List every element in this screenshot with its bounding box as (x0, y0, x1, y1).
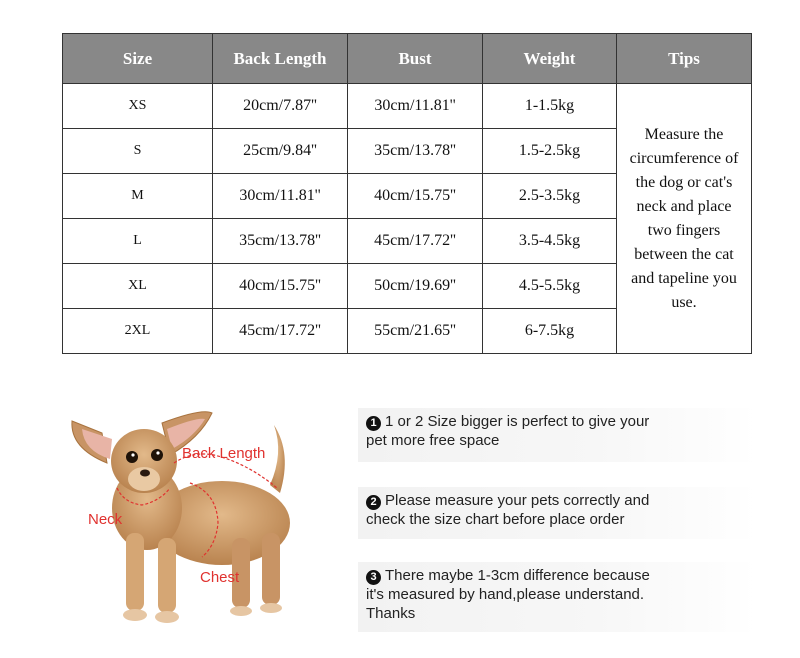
bust-cell: 45cm/17.72'' (348, 219, 483, 264)
weight-cell: 1.5-2.5kg (483, 129, 617, 174)
back-length-cell: 35cm/13.78'' (213, 219, 348, 264)
tips-line: neck and place (636, 197, 732, 215)
tips-line: two fingers (647, 221, 721, 239)
table-header-row (63, 34, 752, 84)
header-weight: Weight (483, 34, 617, 84)
bust-cell: 35cm/13.78'' (348, 129, 483, 174)
tips-line: use. (671, 293, 697, 311)
size-cell: XS (63, 84, 213, 129)
note-difference (358, 562, 757, 632)
size-cell: 2XL (63, 309, 213, 354)
dog-measurement-illustration (62, 393, 332, 633)
header-size: Size (63, 34, 213, 84)
header-tips: Tips (617, 34, 752, 84)
tips-line: circumference of (629, 149, 739, 167)
note-line: pet more free space (366, 432, 500, 449)
tips-line: Measure the (644, 125, 724, 143)
size-chart-table (62, 33, 752, 354)
note-line: it's measured by hand,please understand. (366, 586, 645, 603)
bust-cell: 30cm/11.81'' (348, 84, 483, 129)
back-length-cell: 30cm/11.81'' (213, 174, 348, 219)
header-bust: Bust (348, 34, 483, 84)
weight-cell: 6-7.5kg (483, 309, 617, 354)
note-size-bigger (358, 408, 757, 462)
back-length-cell: 25cm/9.84'' (213, 129, 348, 174)
note-line: check the size chart before place order (366, 511, 625, 528)
header-back-length: Back Length (213, 34, 348, 84)
note-line: Thanks (366, 605, 416, 622)
size-cell: M (63, 174, 213, 219)
number-badge: 3 (366, 570, 381, 585)
note-measure-correctly (358, 487, 757, 539)
tips-cell (617, 84, 752, 354)
note-line: Please measure your pets correctly and (385, 492, 650, 509)
bust-cell: 50cm/19.69'' (348, 264, 483, 309)
bust-cell: 55cm/21.65'' (348, 309, 483, 354)
chest-label: Chest (200, 569, 240, 586)
table-row (63, 84, 752, 129)
size-cell: S (63, 129, 213, 174)
weight-cell: 3.5-4.5kg (483, 219, 617, 264)
weight-cell: 2.5-3.5kg (483, 174, 617, 219)
back-length-cell: 40cm/15.75'' (213, 264, 348, 309)
tips-line: and tapeline you (631, 269, 737, 287)
note-line: 1 or 2 Size bigger is perfect to give your (385, 413, 650, 430)
weight-cell: 4.5-5.5kg (483, 264, 617, 309)
note-line: There maybe 1-3cm difference because (385, 567, 650, 584)
tips-line: between the cat (634, 245, 734, 263)
bust-cell: 40cm/15.75'' (348, 174, 483, 219)
number-badge: 2 (366, 495, 381, 510)
weight-cell: 1-1.5kg (483, 84, 617, 129)
back-length-cell: 45cm/17.72'' (213, 309, 348, 354)
size-cell: XL (63, 264, 213, 309)
tips-line: the dog or cat's (635, 173, 733, 191)
number-badge: 1 (366, 416, 381, 431)
size-cell: L (63, 219, 213, 264)
back-length-cell: 20cm/7.87'' (213, 84, 348, 129)
neck-label: Neck (88, 511, 123, 528)
back-length-label: Back Length (182, 445, 266, 462)
